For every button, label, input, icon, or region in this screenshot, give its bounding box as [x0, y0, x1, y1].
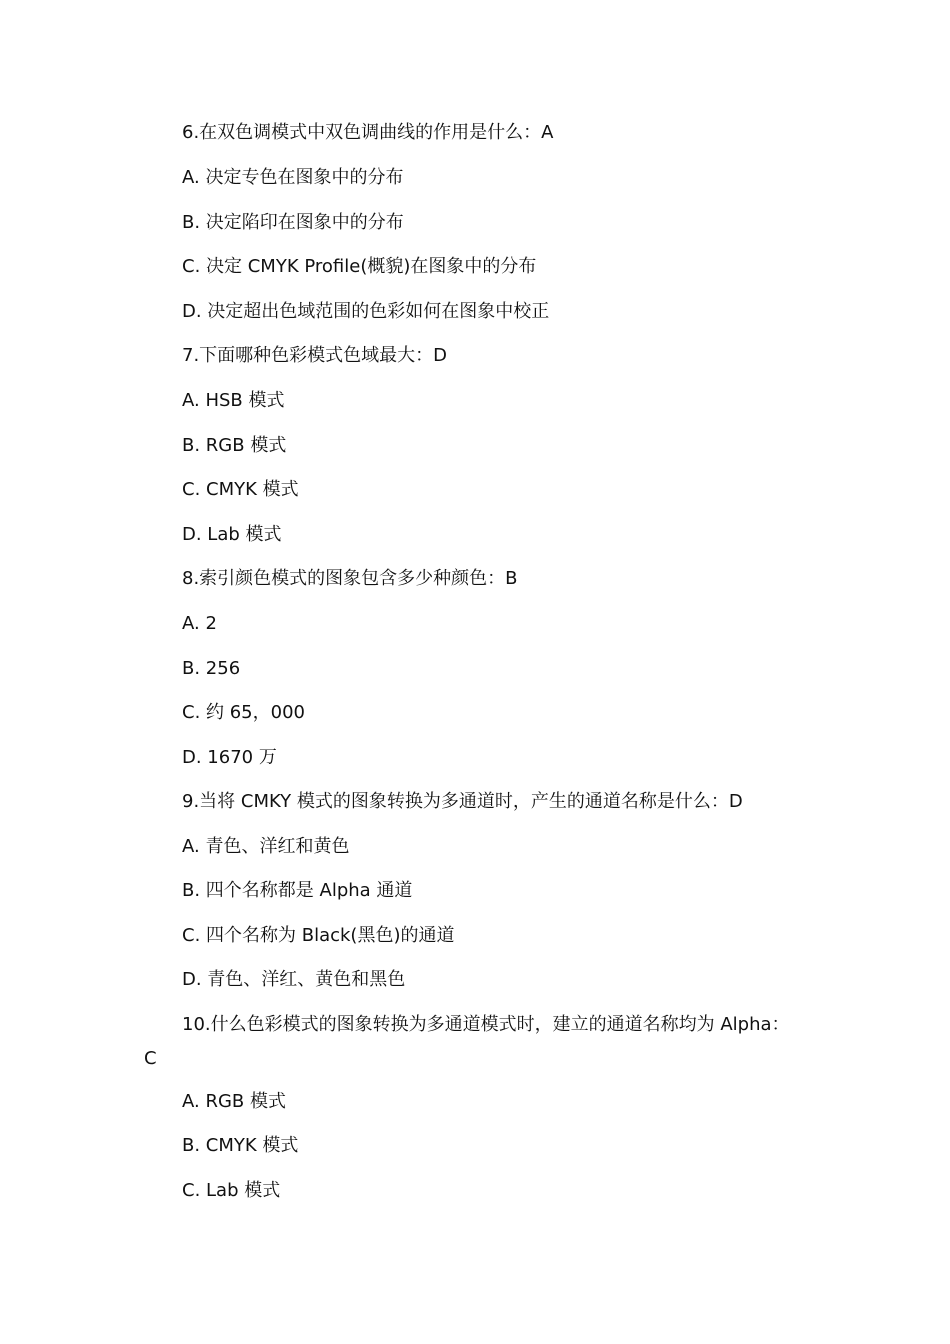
- question-6: 6.在双色调模式中双色调曲线的作用是什么：A: [182, 122, 554, 143]
- q6-option-a: A. 决定专色在图象中的分布: [182, 167, 404, 188]
- question-9: 9.当将 CMKY 模式的图象转换为多通道时，产生的通道名称是什么：D: [182, 791, 743, 812]
- q9-option-d: D. 青色、洋红、黄色和黑色: [182, 969, 406, 990]
- q10-option-c: C. Lab 模式: [182, 1180, 281, 1201]
- q6-option-d: D. 决定超出色域范围的色彩如何在图象中校正: [182, 301, 550, 322]
- q9-option-b: B. 四个名称都是 Alpha 通道: [182, 880, 413, 901]
- q7-option-d: D. Lab 模式: [182, 524, 282, 545]
- question-10-answer: C: [144, 1048, 157, 1069]
- q10-option-a: A. RGB 模式: [182, 1091, 286, 1112]
- q8-option-b: B. 256: [182, 658, 241, 679]
- q8-option-d: D. 1670 万: [182, 747, 277, 768]
- q6-option-c: C. 决定 CMYK Profile(概貌)在图象中的分布: [182, 256, 537, 277]
- q8-option-c: C. 约 65，000: [182, 702, 305, 723]
- q10-option-b: B. CMYK 模式: [182, 1135, 299, 1156]
- question-7: 7.下面哪种色彩模式色域最大：D: [182, 345, 448, 366]
- q8-option-a: A. 2: [182, 613, 217, 634]
- question-8: 8.索引颜色模式的图象包含多少种颜色：B: [182, 568, 518, 589]
- q9-option-a: A. 青色、洋红和黄色: [182, 836, 350, 857]
- q7-option-b: B. RGB 模式: [182, 435, 287, 456]
- q6-option-b: B. 决定陷印在图象中的分布: [182, 212, 404, 233]
- q7-option-c: C. CMYK 模式: [182, 479, 299, 500]
- q9-option-c: C. 四个名称为 Black(黑色)的通道: [182, 925, 455, 946]
- q7-option-a: A. HSB 模式: [182, 390, 285, 411]
- question-10: 10.什么色彩模式的图象转换为多通道模式时，建立的通道名称均为 Alpha：: [182, 1014, 790, 1035]
